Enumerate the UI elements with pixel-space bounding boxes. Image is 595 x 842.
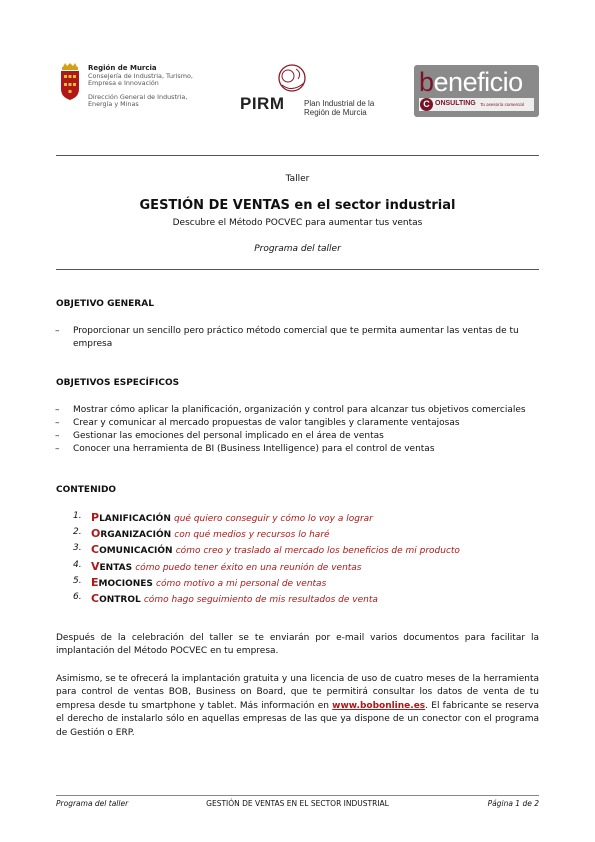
murcia-line4: Energía y Minas xyxy=(88,100,139,109)
item-initial: C xyxy=(91,543,100,557)
item-description: cómo motivo a mi personal de ventas xyxy=(156,578,327,589)
paragraph-bob xyxy=(56,673,539,740)
pirm-subtitle xyxy=(304,99,374,117)
item-word: LANIFICACIÓN xyxy=(99,514,171,524)
footer-left: Programa del taller xyxy=(56,799,129,808)
item-word: RGANIZACIÓN xyxy=(100,530,172,541)
bobonline-link[interactable]: www.bobonline.es xyxy=(332,700,426,711)
item-description: con qué medios y recursos lo haré xyxy=(174,530,330,541)
item-number: 5. xyxy=(73,575,82,586)
murcia-line2: Empresa e Innovación xyxy=(88,79,159,88)
kicker: Taller xyxy=(285,174,310,184)
item-description: qué quiero conseguir y cómo lo voy a lograr xyxy=(174,514,373,524)
item-word: ONTROL xyxy=(99,594,141,605)
dash-bullet: – xyxy=(55,405,60,415)
item-word: ENTAS xyxy=(99,562,133,573)
item-initial: V xyxy=(91,559,100,573)
murcia-title: Región de Murcia xyxy=(88,64,157,72)
footer-page-number: Página 1 de 2 xyxy=(487,799,539,808)
pirm-emblem-icon xyxy=(268,63,318,97)
item-initial: C xyxy=(91,591,100,605)
dash-bullet: – xyxy=(55,418,60,428)
beneficio-first-letter: b xyxy=(419,67,434,97)
footer-divider xyxy=(56,795,539,796)
list-item-text: Conocer una herramienta de BI (Business Intelligence) para el control de ventas xyxy=(73,444,435,454)
region-murcia-logo xyxy=(58,63,208,109)
list-item-text: Crear y comunicar al mercado propuestas de valor tangibles y claramente ventajosas xyxy=(73,418,460,428)
item-word: MOCIONES xyxy=(98,578,153,589)
list-item xyxy=(55,404,543,417)
paragraph-documents: Después de la celebración del taller se te enviarán por e-mail varios documentos para facilitar la implantación del Método POCVEC en tu empresa. xyxy=(56,633,539,657)
murcia-coat-of-arms-icon xyxy=(58,63,82,101)
pirm-sub1: Plan Industrial de la xyxy=(304,99,375,108)
item-label xyxy=(91,592,378,605)
beneficio-tagline: Tu asesoría comercial xyxy=(480,102,524,107)
list-item-text: Proporcionar un sencillo pero práctico método comercial que te permita aumentar las ventas de tu empresa xyxy=(73,326,519,349)
item-number: 1. xyxy=(73,511,82,521)
page-subtitle: Descubre el Método POCVEC para aumentar tus ventas xyxy=(172,218,423,228)
consulting-c-icon: C xyxy=(420,98,433,111)
item-number: 2. xyxy=(73,527,82,538)
pirm-logo xyxy=(240,63,380,118)
item-label xyxy=(91,511,373,524)
item-initial: P xyxy=(91,511,100,524)
item-description: cómo puedo tener éxito en una reunión de ventas xyxy=(135,562,362,573)
item-initial: E xyxy=(91,575,99,589)
item-description: cómo creo y traslado al mercado los beneficios de mi producto xyxy=(175,546,460,557)
paragraph-bob-text: Asimismo, se te ofrecerá la implantación gratuita y una licencia de uso de cuatro meses de la herramienta para control de ventas BOB, Business on Board, que te permitirá consultar los datos de venta de tu empresa desde tu smartphone y tablet. Más información en xyxy=(56,674,539,711)
beneficio-consulting-logo xyxy=(414,65,539,117)
item-word: OMUNICACIÓN xyxy=(99,546,173,557)
item-number: 6. xyxy=(73,591,82,602)
dash-bullet: – xyxy=(55,444,60,454)
list-item xyxy=(55,430,543,443)
list-item xyxy=(55,325,543,351)
list-item xyxy=(55,443,543,456)
page-title: GESTIÓN DE VENTAS en el sector industrial xyxy=(139,198,456,213)
item-number: 3. xyxy=(73,543,82,554)
item-label xyxy=(91,576,326,589)
murcia-line1: Consejería de Industria, Turismo, xyxy=(88,71,193,80)
paragraph-bob-text-end: . El fabricante se reserva el derecho de instalarlo sólo en aquellas empresas de las que ya dispone de un conector con el programa de Gestión o ERP. xyxy=(56,700,539,738)
objetivo-general-heading: OBJETIVO GENERAL xyxy=(56,299,154,309)
item-number: 4. xyxy=(73,559,82,570)
list-item-text: Mostrar cómo aplicar la planificación, organización y control para alcanzar tus objetivos comerciales xyxy=(73,405,526,415)
list-item-text: Gestionar las emociones del personal implicado en el área de ventas xyxy=(73,431,384,441)
footer-center: GESTIÓN DE VENTAS EN EL SECTOR INDUSTRIAL xyxy=(206,799,389,808)
beneficio-rest: eneficio xyxy=(433,67,523,97)
top-divider xyxy=(56,155,539,156)
item-label xyxy=(91,543,460,556)
list-item xyxy=(55,417,543,430)
murcia-text xyxy=(88,65,213,109)
consulting-word: ONSULTING xyxy=(435,100,476,107)
pirm-acronym: PIRM xyxy=(240,94,285,113)
contenido-heading: CONTENIDO xyxy=(56,485,117,495)
intro-divider xyxy=(56,269,539,270)
beneficio-word xyxy=(419,67,523,98)
pirm-sub2: Región de Murcia xyxy=(304,108,367,117)
dash-bullet: – xyxy=(55,431,60,441)
programa-label: Programa del taller xyxy=(254,244,341,254)
item-label xyxy=(91,560,362,573)
item-initial: O xyxy=(91,527,101,541)
dash-bullet: – xyxy=(55,326,60,336)
murcia-line3: Dirección General de Industria, xyxy=(88,92,188,101)
objetivos-especificos-heading: OBJETIVOS ESPECÍFICOS xyxy=(56,378,180,388)
item-description: cómo hago seguimiento de mis resultados de venta xyxy=(143,594,378,605)
item-label xyxy=(91,527,330,540)
